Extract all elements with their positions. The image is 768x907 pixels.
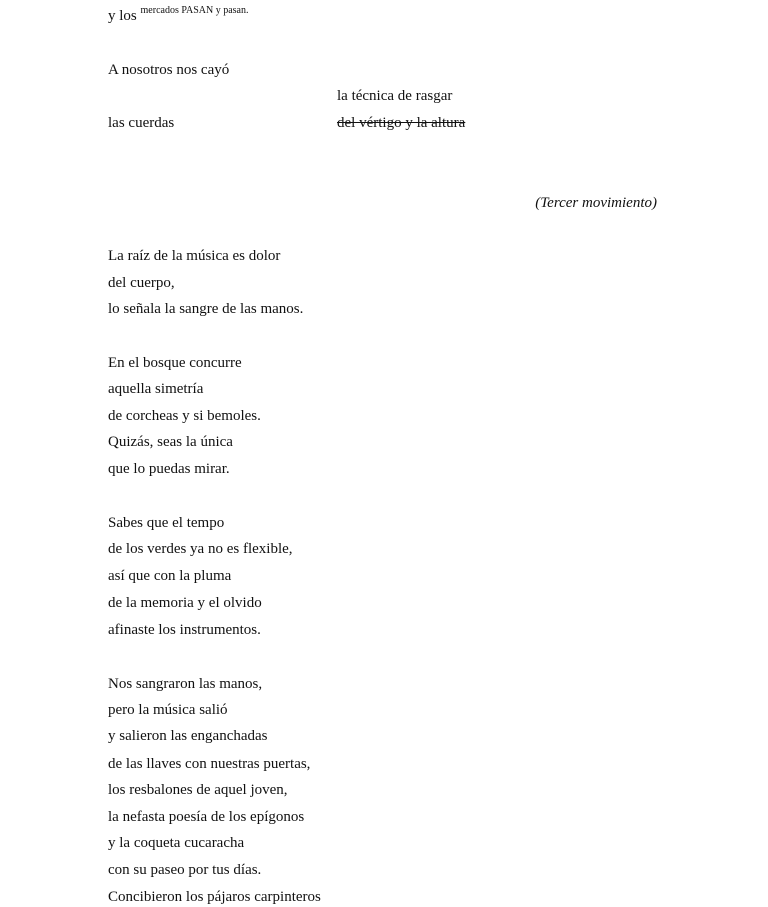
poem-line: del cuerpo, xyxy=(108,275,175,291)
poem-line: lo señala la sangre de las manos. xyxy=(108,301,304,317)
poem-line: A nosotros nos cayó xyxy=(108,62,230,78)
superscript-note: mercados PASAN y pasan. xyxy=(140,5,249,16)
poem-line-right: la técnica de rasgar xyxy=(337,88,453,104)
poem-line-top xyxy=(108,7,248,27)
poem-line: de corcheas y si bemoles. xyxy=(108,408,261,424)
poem-line: aquella simetría xyxy=(108,381,204,397)
poem-line: y salieron las enganchadas xyxy=(108,728,268,744)
poem-line: de la memoria y el olvido xyxy=(108,595,262,611)
poem-line: con su paseo por tus días. xyxy=(108,862,262,878)
poem-line-prefix: y los xyxy=(108,8,137,24)
poem-line: de las llaves con nuestras puertas, xyxy=(108,756,311,772)
poem-line: Nos sangraron las manos, xyxy=(108,676,263,692)
poem-line: Quizás, seas la única xyxy=(108,434,233,450)
poem-line: que lo puedas mirar. xyxy=(108,461,230,477)
movement-heading: (Tercer movimiento) xyxy=(535,195,657,211)
struck-through-line: del vértigo y la altura xyxy=(337,115,466,131)
poem-line: y la coqueta cucaracha xyxy=(108,835,245,851)
poem-line: Sabes que el tempo xyxy=(108,515,225,531)
poem-line: En el bosque concurre xyxy=(108,355,242,371)
poem-line: los resbalones de aquel joven, xyxy=(108,782,288,798)
poem-line: de los verdes ya no es flexible, xyxy=(108,541,293,557)
poem-line: así que con la pluma xyxy=(108,568,232,584)
poem-line: la nefasta poesía de los epígonos xyxy=(108,809,305,825)
poem-line: afinaste los instrumentos. xyxy=(108,622,261,638)
poem-line: las cuerdas xyxy=(108,115,175,131)
poem-line: Concibieron los pájaros carpinteros xyxy=(108,889,321,905)
poem-line: pero la música salió xyxy=(108,702,228,718)
poem-line: La raíz de la música es dolor xyxy=(108,248,281,264)
